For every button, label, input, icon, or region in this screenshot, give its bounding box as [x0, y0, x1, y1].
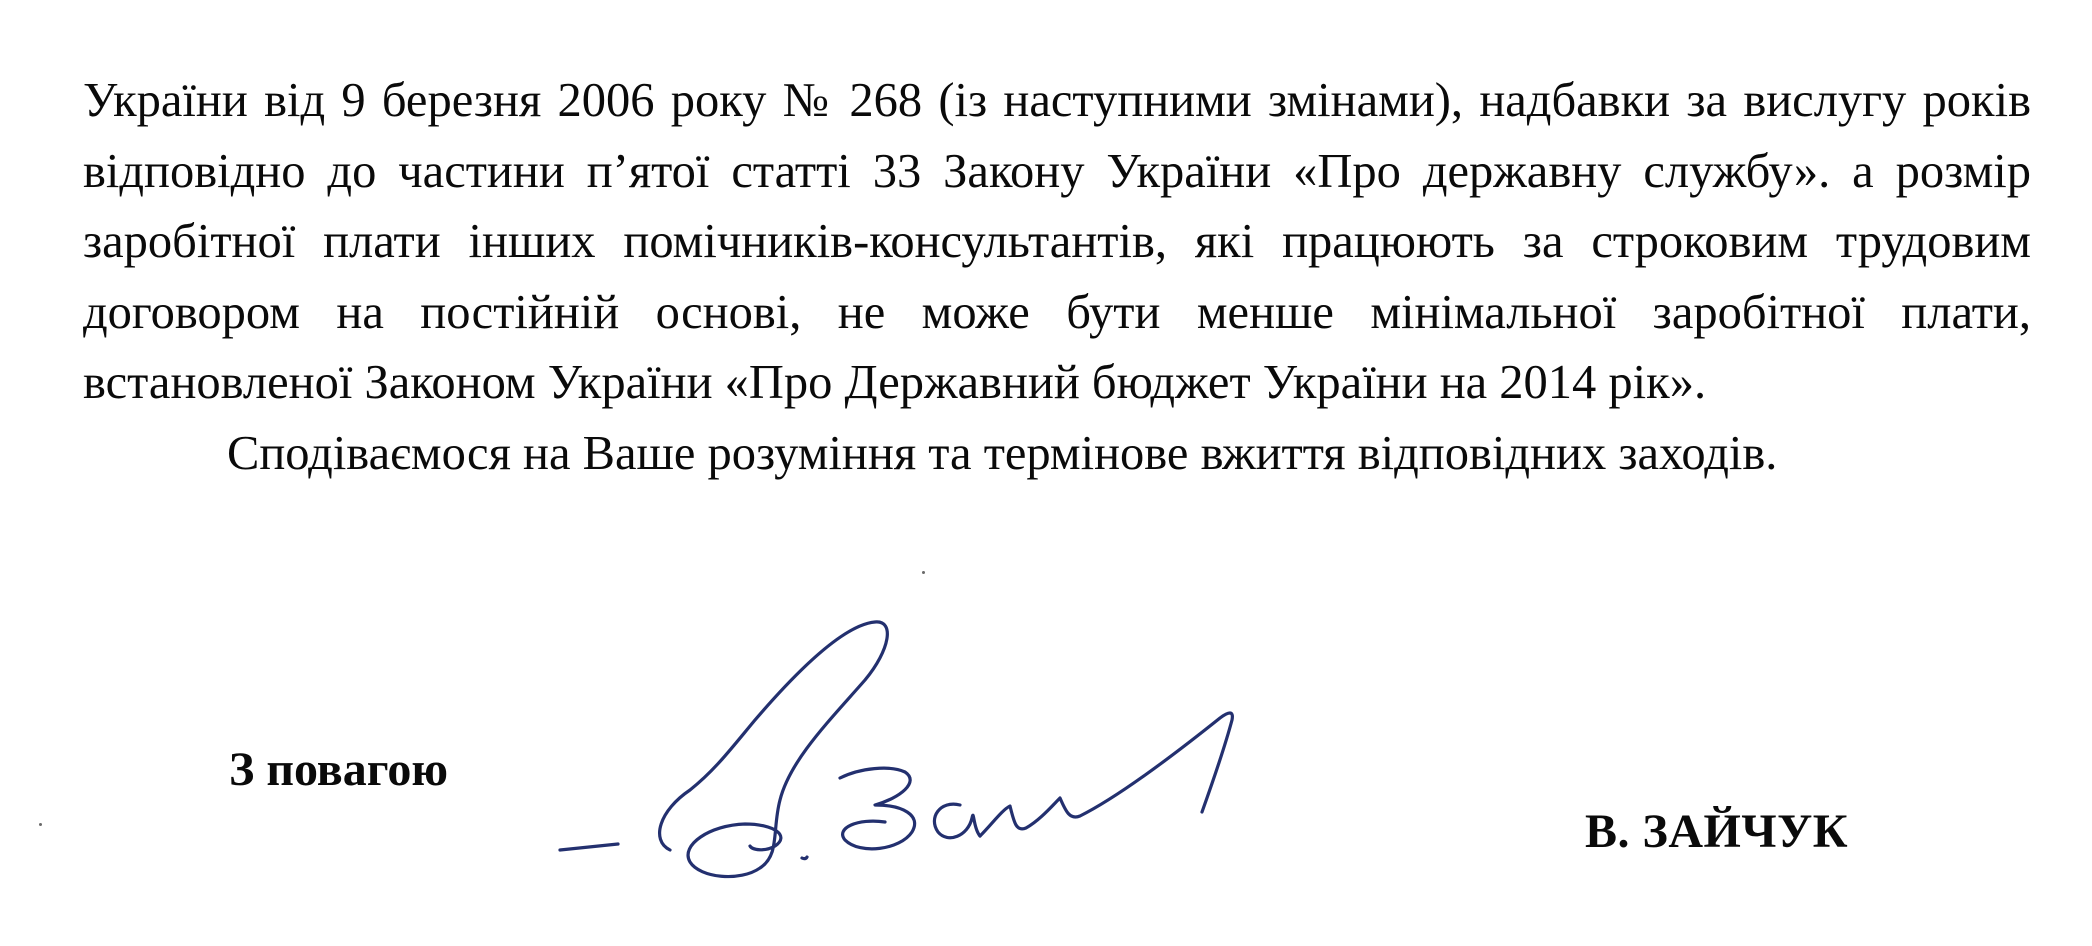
- signature-letter-v-stroke: [660, 622, 888, 877]
- letter-body: [83, 66, 2031, 489]
- signature-flourish-stroke: [980, 713, 1232, 836]
- signature-dot-stroke: [802, 857, 807, 859]
- signer-name: В. ЗАЙЧУК: [1585, 805, 1849, 858]
- scan-speck: [922, 571, 925, 574]
- signature-letter-z-stroke: [840, 768, 915, 849]
- handwritten-signature: [540, 600, 1280, 900]
- signature-letter-a-stroke: [934, 804, 980, 838]
- signature-dash-stroke: [560, 844, 618, 850]
- paragraph-closing-request: Сподіваємося на Ваше розуміння та термінове вжиття відповідних заходів.: [227, 426, 1778, 480]
- closing-phrase: З повагою: [229, 743, 448, 796]
- paragraph-main: України від 9 березня 2006 року № 268 (із наступними змінами), надбавки за вислугу років відповідно до частини п’ятої статті 33 Закону України «Про державну службу». а розмір заробітної плати інших помічників-консультантів, які працюють за строковим трудовим договором на постійній основі, не може бути менше мінімальної заробітної плати, встановленої Законом України «Про Державний бюджет України на 2014 рік».: [83, 74, 2031, 409]
- scan-speck: [39, 823, 42, 826]
